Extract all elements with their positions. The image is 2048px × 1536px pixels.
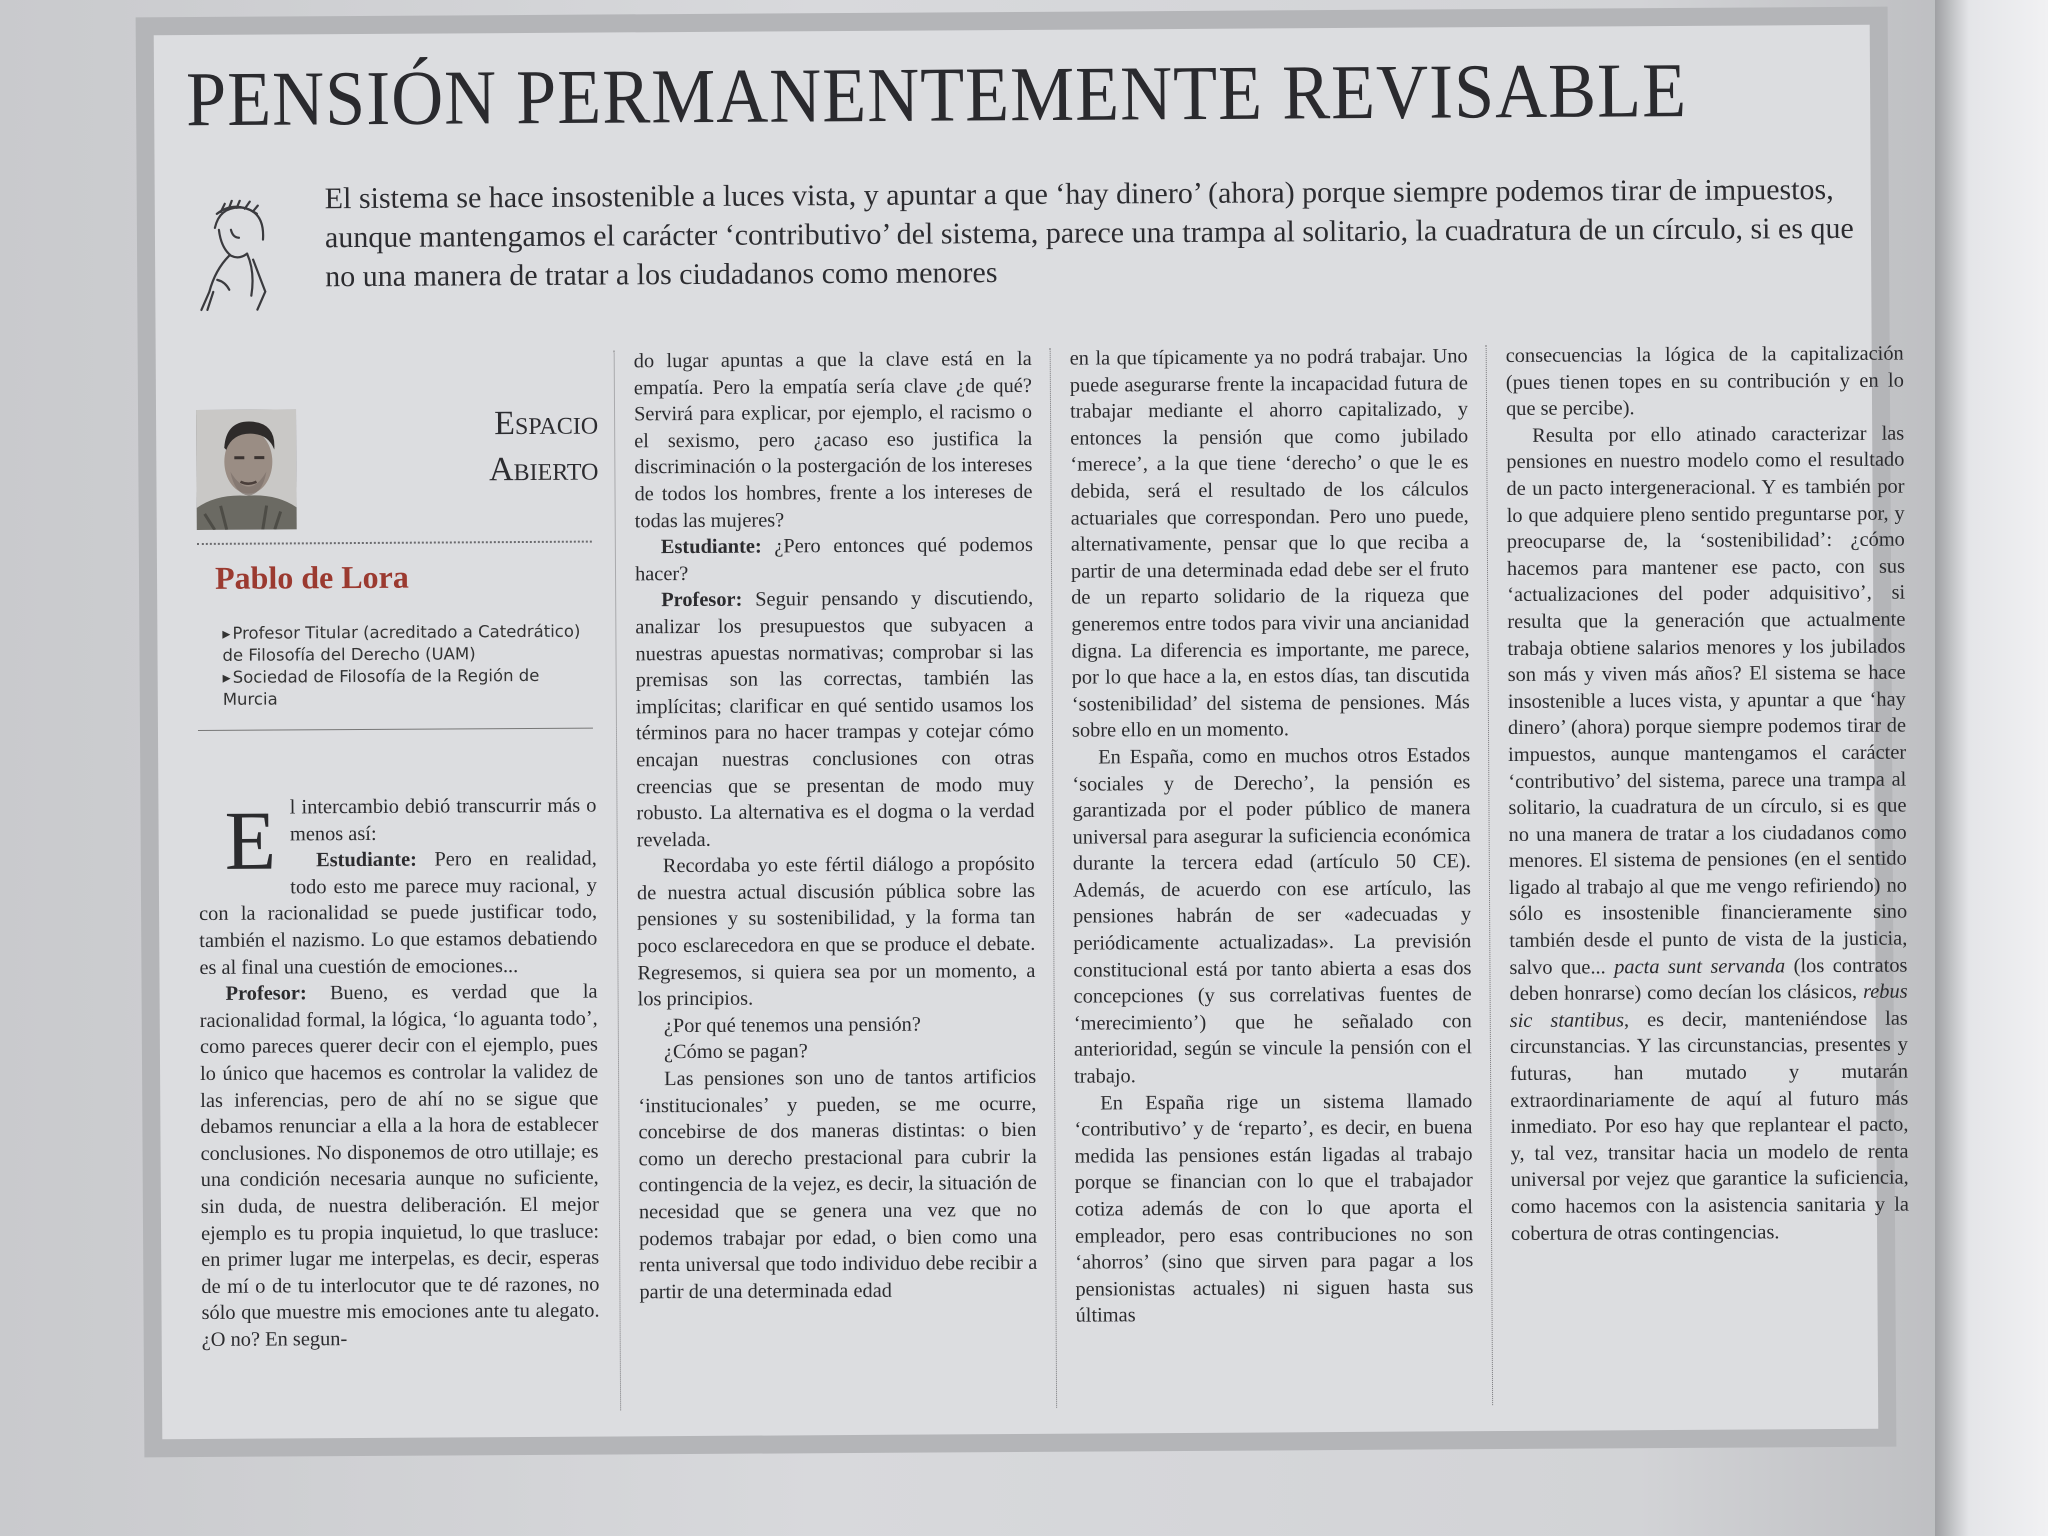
paragraph	[635, 532, 1033, 588]
subtitle-deck: El sistema se hace insostenible a luces vista, y apuntar a que ‘hay dinero’ (ahora) porque siempre podemos tirar de impuestos, aunque mantengamos el carácter ‘contributivo’ del sistema, parece una trampa al solitario, la cuadratura de un círculo, si es que no una manera de tratar a los ciudadanos como menores	[324, 172, 1854, 294]
roman-helmet-icon	[195, 200, 276, 315]
article-column-2	[634, 346, 1038, 1306]
speaker-label: Estudiante:	[316, 848, 417, 872]
paragraph-text: ¿Pero entonces qué podemos hacer?	[634, 534, 1033, 586]
subtitle-block	[195, 170, 1856, 330]
article-column-4	[1506, 341, 1910, 1248]
section-label	[489, 401, 599, 494]
paragraph-text: (los contratos deben honrarse) como decían los clásicos,	[1509, 954, 1908, 1006]
paragraph	[1506, 420, 1909, 1247]
speaker-label: Profesor:	[661, 589, 743, 612]
column-divider	[1486, 345, 1493, 1405]
paragraph-text: l intercambio debió transcurrir más o menos así:	[289, 794, 597, 846]
column-divider	[1050, 348, 1057, 1408]
latin-phrase: rebus sic stantibus	[1509, 980, 1908, 1032]
page-edge	[1935, 0, 2048, 1536]
section-label-line1: Espacio	[494, 404, 599, 443]
paragraph-text: Bueno, es verdad que la racionalidad formal, la lógica, ‘lo aguanta todo’, como pareces querer decir con el ejemplo, pues lo único que hacemos es controlar la validez de las inferencias, pero de ahí no se sigue que debamos renunciar a ella a la hora de establecer conclusiones. No disponemos de otro utillaje; es una condición necesaria aunque no suficiente, sin duda, de nuestra deliberación. El mejor ejemplo es tu propia inquietud, lo que trasluce: en primer lugar me interpelas, es decir, esperas de mí o de tu interlocutor que te dé razones, no sólo que muestre mis emociones ante tu alegato. ¿O no? En segun-	[199, 980, 600, 1351]
article-column-1	[198, 793, 599, 1354]
paragraph: En España rige un sistema llamado ‘contributivo’ y de ‘reparto’, es decir, en buena medida las pensiones están ligadas al trabajo porque se financian con lo que el trabajador cotiza además de con lo que aporta el empleador, pero esas contribuciones no son ‘ahorros’ (sino que sirven para pagar a los pensionistas actuales) ni siguen hasta sus últimas	[1074, 1089, 1474, 1328]
author-bottom-divider	[198, 728, 593, 731]
paragraph: en la que típicamente ya no podrá trabajar. Uno puede asegurarse frente la incapacidad futura de trabajar mediante el ahorro capitalizado, y entonces la pensión que como jubilado ‘merece’, a la que tiene ‘derecho’ o que le es debida, será el resultado de los cálculos actuariales que correspondan. Pero uno puede, alternativamente, pensar que lo que reciba a partir de una determinada edad debe ser el fruto de un reparto solidario de la riqueza que generemos entre todos para vivir una ancianidad digna. La diferencia es importante, me parece, por lo que hace a la, en estos días, tan discutida ‘sostenibilidad’ del sistema de pensiones. Más sobre ello en un momento.	[1069, 345, 1470, 742]
paragraph-text: , es decir, manteniéndose las circunstancias. Y las circunstancias, presentes y futuras, han mutado y mutarán extraordinariamente de aquí al futuro más inmediato. Por eso hay que replantear el pacto, y, tal vez, transitar hacia un modelo de renta universal por vejez que garantice la suficiencia, como hacemos con la asistencia sanitaria y la cobertura de otras contingencias.	[1509, 1007, 1909, 1245]
author-affiliations	[222, 621, 593, 711]
paragraph: En España, como en muchos otros Estados ‘sociales y de Derecho’, la pensión es garantizada por el poder público de manera universal para asegurar la suficiencia económica durante la tercera edad (artículo 50 CE). Además, de acuerdo con ese artículo, las pensiones habrán de ser «adecuadas y periódicamente actualizadas». La previsión constitucional está por tanto abierta a esas dos concepciones (y sus correlativas fuentes de ‘merecimiento’) que he señalado con anterioridad, según se vincule la pensión con el trabajo.	[1072, 744, 1473, 1088]
article-panel	[154, 25, 1909, 1439]
paragraph-text: Pero en realidad, todo esto me parece muy racional, y con la racionalidad se puede justificar todo, también el nazismo. Lo que estamos debatiendo es al final una cuestión de emociones...	[199, 847, 598, 979]
speaker-label: Profesor:	[225, 982, 307, 1005]
paragraph	[200, 979, 600, 1354]
author-name: Pablo de Lora	[214, 558, 409, 596]
paragraph: Recordaba yo este fértil diálogo a propósito de nuestra actual discusión pública sobre las pensiones y su sostenibilidad, y la forma tan poco esclarecedora en que se produce el debate. Regresemos, si quiera sea por un momento, a los principios.	[636, 853, 1036, 1011]
affiliation-item: ▸ Profesor Titular (acreditado a Catedrático) de Filosofía del Derecho (UAM)	[222, 621, 592, 667]
author-block	[196, 362, 608, 774]
headline: PENSIÓN PERMANENTEMENTE REVISABLE	[185, 46, 1688, 143]
paragraph: Las pensiones son uno de tantos artificios ‘institucionales’ y pueden, se me ocurre, concebirse de dos maneras distintas: o bien como un derecho prestacional para cubrir la contingencia de la vejez, es decir, la situación de necesidad que se genera una vez que no podemos trabajar por edad, o bien como una renta universal que todo individuo debe recibir a partir de una determinada edad	[638, 1065, 1038, 1304]
paragraph: do lugar apuntas a que la clave está en la empatía. Pero la empatía sería clave ¿de qué? Servirá para explicar, por ejemplo, el racismo o el sexismo, pero ¿acaso eso justifica la discriminación o la postergación de los intereses de todos los hombres, frente a los intereses de todas las mujeres?	[633, 347, 1033, 532]
paragraph	[635, 585, 1035, 853]
affiliation-item: ▸ Sociedad de Filosofía de la Región de Murcia	[223, 665, 593, 711]
author-divider	[197, 541, 592, 545]
paragraph-text: Resulta por ello atinado caracterizar las pensiones en nuestro modelo como el resultado de un pacto intergeneracional. Y es también por lo que adquiere pleno sentido preguntarse por, y preocuparse de, la ‘sostenibilidad’: ¿cómo hacemos para mantener ese pacto, con sus ‘actualizaciones del poder adquisitivo’, si resulta que la generación que actualmente trabaja obtiene salarios menores y los jubilados son más y viven más años? El sistema se hace insostenible a luces vista, y apuntar a que ‘hay dinero’ (ahora) porque siempre podemos tirar de impuestos, aunque mantengamos el carácter ‘contributivo’ del sistema, parece una trampa al solitario, la cuadratura de un círculo, si es que no una manera de tratar a los ciudadanos como menores. El sistema de pensiones (en el sentido ligado al trabajo al que me vengo refiriendo) no sólo es insostenible financieramente sino también desde el punto de vista de la justicia, salvo que...	[1506, 422, 1908, 979]
paragraph: consecuencias la lógica de la capitalización (pues tienen topes en su contribución y en lo que se percibe).	[1505, 342, 1904, 421]
article-frame	[136, 7, 1909, 1458]
dropcap: E	[224, 794, 277, 888]
section-label-line2: Abierto	[488, 450, 599, 489]
latin-phrase: pacta sunt servanda	[1614, 954, 1786, 979]
paragraph: ¿Cómo se pagan?	[663, 1040, 808, 1064]
author-photo	[196, 409, 297, 530]
article-column-3	[1070, 343, 1474, 1329]
column-divider	[614, 350, 621, 1410]
paragraph: ¿Por qué tenemos una pensión?	[663, 1013, 921, 1038]
speaker-label: Estudiante:	[660, 535, 762, 559]
paragraph-text: Seguir pensando y discutiendo, analizar los presupuestos que subyacen a nuestras apuestas normativas; comprobar si las premisas son las correctas, también las implícitas; clarificar en qué sentido usamos los términos para no hacer trampas y cotejar cómo encajan nuestras conclusiones con otras creencias que se presentan de modo muy robusto. La alternativa es el dogma o la verdad revelada.	[635, 587, 1035, 852]
